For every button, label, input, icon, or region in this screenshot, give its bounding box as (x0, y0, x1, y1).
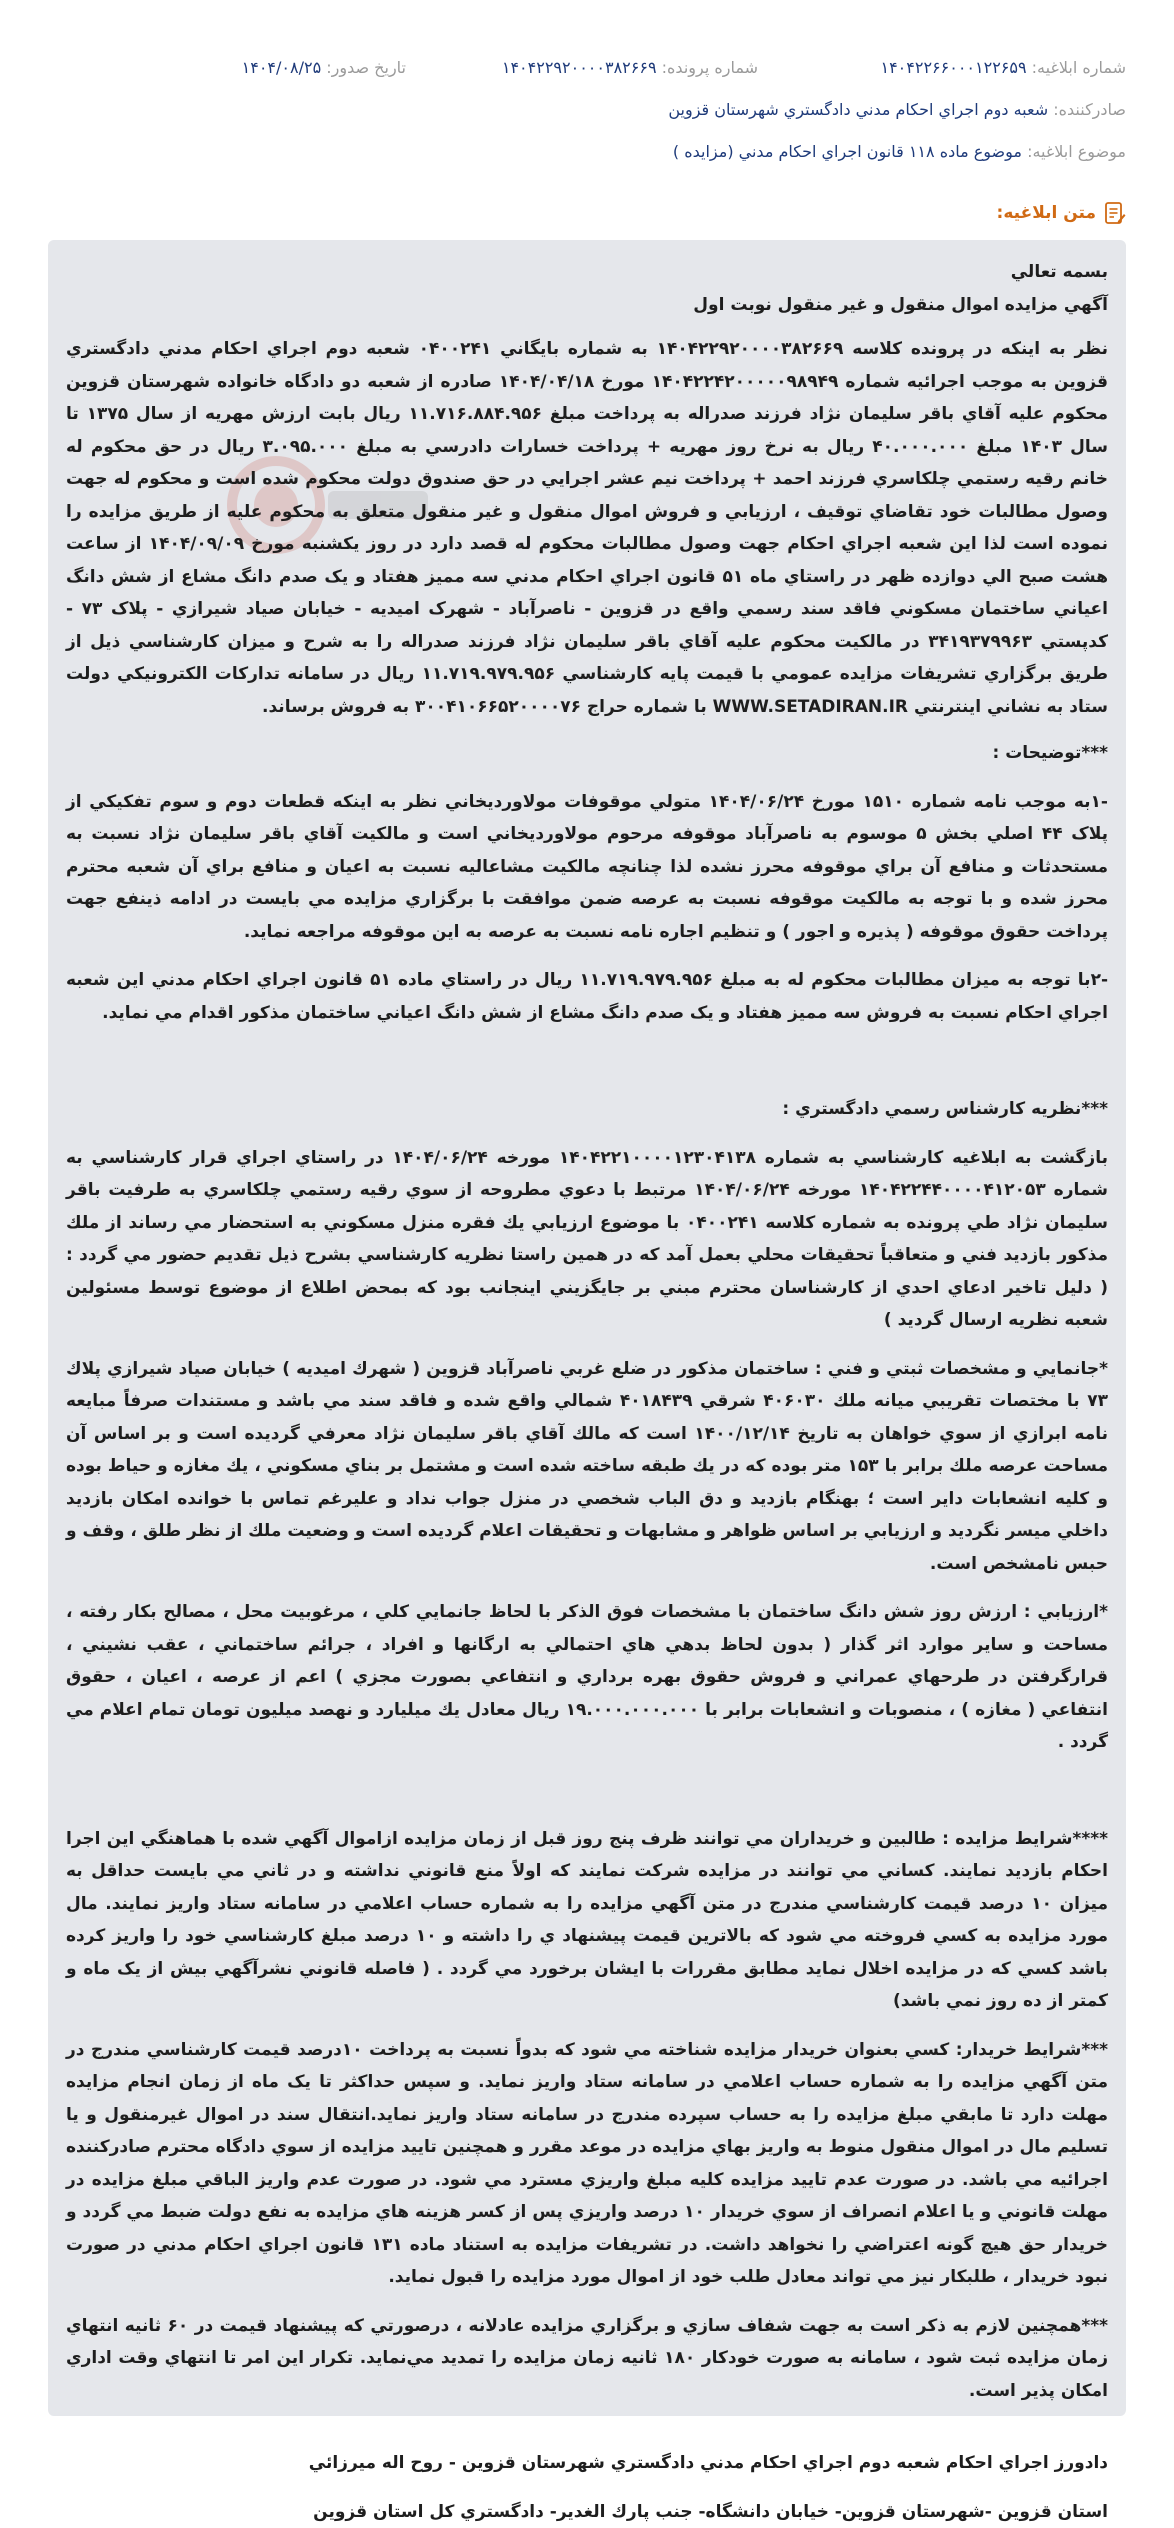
heading-bismillah: بسمه تعالي (66, 256, 1108, 289)
issue-date-field (242, 56, 406, 80)
expert-opinion-title: ***نظريه کارشناس رسمي دادگستري : (66, 1093, 1108, 1126)
notice-text-title: متن ابلاغيه: (997, 203, 1096, 223)
expert-paragraph-2: *جانمايي و مشخصات ثبتي و فني : ساختمان مذکور در ضلع غربي ناصرآباد قزوين ( شهرك اميديه ) خيابان صياد شيرازي پلاك ۷۳ با مختصات تقريبي ميانه ملك ۴۰۶۰۳۰ شرقي ۴۰۱۸۴۳۹ شمالي واقع شده و فاقد سند مي باشد و مستندات صرفاً مبايعه نامه ابرازي از سوي خواهان به تاريخ ۱۴۰۰/۱۲/۱۴ است که مالك آقاي باقر سليمان نژاد معرفي گرديده است و بر اساس آن مساحت عرصه ملك برابر با ۱۵۳ متر بوده که در يك طبقه ساخته شده است و مشتمل بر بناي مسكوني ، يك مغازه و حياط بوده و كليه انشعابات داير است ؛ بهنگام بازديد و دق الباب شخصي در منزل جواب نداد و عليرغم تماس با خوانده امکان بازديد داخلي ميسر نگرديد و ارزيابي بر اساس ظواهر و مشابهات و تحقيقات اعلام گرديده است و وضعيت ملك از نظر طلق ، وقف و حبس نامشخص است. (66, 1353, 1108, 1581)
document-edit-icon (1104, 201, 1126, 225)
notes-title: ***توضيحات : (66, 737, 1108, 770)
notice-text-heading (997, 200, 1126, 226)
case-number-value: ۱۴۰۴۲۲۹۲۰۰۰۰۳۸۲۶۶۹ (502, 58, 657, 77)
heading-auction-title: آگهي مزايده اموال منقول و غير منقول نوبت اول (66, 289, 1108, 322)
notice-number-field (880, 56, 1126, 80)
expert-paragraph-3: *ارزيابي : ارزش روز شش دانگ ساختمان با مشخصات فوق الذکر با لحاظ جانمايي کلي ، مرغوبيت محل ، مصالح بکار رفته ، مساحت و ساير موارد اثر گذار ( بدون لحاظ بدهي هاي احتمالي به ارگانها و افراد ، جرائم ساختماني ، عقب نشيني ، قرارگرفتن در طرحهاي عمراني و فروش حقوق بهره برداري و انتفاعي بصورت مجزي ) اعم از عرصه ، اعيان ، حقوق انتفاعي ( مغازه ) ، منصوبات و انشعابات برابر با ۱۹.۰۰۰.۰۰۰.۰۰۰ ريال معادل يك ميليارد و نهصد ميليون تومان تمام اعلام مي گردد . (66, 1596, 1108, 1759)
note-2: -۲با توجه به ميزان مطالبات محکوم له به مبلغ ۱۱.۷۱۹.۹۷۹.۹۵۶ ريال در راستاي ماده ۵۱ قانون اجراي احکام مدني اين شعبه اجراي احکام نسبت به فروش سه مميز هفتاد و يک صدم دانگ مشاع از شش دانگ اعياني ساختمان مذکور اقدام مي نمايد. (66, 964, 1108, 1029)
issuer-label: صادرکننده: (1053, 100, 1126, 119)
note-1: -۱به موجب نامه شماره ۱۵۱۰ مورخ ۱۴۰۴/۰۶/۲۴ متولي موقوفات مولاورديخاني نظر به اينکه قطعات دوم و سوم تفکيکي از پلاک ۴۴ اصلي بخش ۵ موسوم به ناصرآباد موقوفه مرحوم مولاورديخاني است و مالکيت آقاي باقر سليمان نژاد نسبت به مستحدثات و منافع آن براي موقوفه محرز نشده لذا چنانچه مالکيت مشاعاليه نسبت به اعيان و منافع براي آن شعبه محترم محرز شده و با توجه به مالکيت موقوفه نسبت به عرصه ضمن موافقت با برگزاري مزايده مي بايست در ادامه ذينفع جهت پرداخت حقوق موقوفه ( پذيره و اجور ) و تنظيم اجاره نامه نسبت به عرصه به اين موقوفه مراجعه نمايد. (66, 786, 1108, 949)
subject-field (673, 140, 1126, 164)
paragraph-main: نظر به اينکه در پرونده کلاسه ۱۴۰۴۲۲۹۲۰۰۰۰۳۸۲۶۶۹ به شماره بايگاني ۰۴۰۰۲۴۱ شعبه دوم اجراي احکام مدني دادگستري قزوين به موجب اجرائيه شماره ۱۴۰۴۲۲۴۲۰۰۰۰۰۹۸۹۴۹ مورخ ۱۴۰۴/۰۴/۱۸ صادره از شعبه دو دادگاه خانواده شهرستان قزوين محکوم عليه آقاي باقر سليمان نژاد فرزند صدراله به پرداخت مبلغ ۱۱.۷۱۶.۸۸۴.۹۵۶ ريال بابت ارزش مهريه از سال ۱۳۷۵ تا سال ۱۴۰۳ مبلغ ۴۰.۰۰۰.۰۰۰ ريال به نرخ روز مهريه + پرداخت خسارات دادرسي به مبلغ ۳.۰۹۵.۰۰۰ ريال در حق محکوم له خانم رقيه رستمي چلکاسري فرزند احمد + پرداخت نيم عشر اجرايي در حق صندوق دولت محکوم شده است و محکوم له جهت وصول مطالبات خود تقاضاي توقيف ، ارزيابي و فروش اموال منقول و غير منقول متعلق به محکوم عليه از طريق مزايده را نموده است لذا اين شعبه اجراي احکام جهت وصول مطالبات محکوم له قصد دارد در روز يکشنبه مورخ ۱۴۰۴/۰۹/۰۹ از ساعت هشت صبح الي دوازده ظهر در راستاي ماه ۵۱ قانون اجراي احکام مدني سه مميز هفتاد و يک صدم دانگ مشاع از شش دانگ اعياني ساختمان مسکوني فاقد سند رسمي واقع در قزوين - ناصرآباد - شهرک اميديه - خيابان صياد شيرازي - پلاک ۷۳ - کدپستي ۳۴۱۹۳۷۹۹۶۳ در مالکيت محکوم عليه آقاي باقر سليمان نژاد فرزند صدراله را به شرح و ميزان کارشناسي ذيل از طريق برگزاري تشريفات مزايده عمومي با قيمت پايه کارشناسي ۱۱.۷۱۹.۹۷۹.۹۵۶ ريال در سامانه تدارکات الکترونيکي دولت ستاد به نشاني اينترنتي WWW.SETADIRAN.IR با شماره حراج ۳۰۰۴۱۰۶۶۵۲۰۰۰۰۷۶ به فروش برساند. (66, 333, 1108, 723)
notice-number-label: شماره ابلاغيه: (1032, 58, 1126, 77)
auction-conditions: ****شرايط مزايده : طالبين و خريداران مي توانند ظرف پنج روز قبل از زمان مزايده ازاموال آگهي شده با هماهنگي اين اجرا احکام بازديد نمايند. کساني مي توانند در مزايده شرکت نمايند که اولاً منع قانوني نداشته و در ثاني مي بايست حداقل به ميزان ۱۰ درصد قيمت کارشناسي مندرج در متن آگهي مزايده را به شماره حساب اعلامي در سامانه ستاد واريز نمايند. مال مورد مزايده به کسي فروخته مي شود که بالاترين قيمت پيشنهاد ي را داشته و ۱۰ درصد مبلغ کارشناسي خود را واريز کرده باشد کسي که در مزايده اخلال نمايد مطابق مقررات با ايشان برخورد مي گردد . ( فاصله قانوني نشرآگهي بيش از يک ماه و کمتر از ده روز نمي باشد) (66, 1823, 1108, 2018)
signature-line: دادورز اجراي احکام شعبه دوم اجراي احکام مدني دادگستري شهرستان قزوين - روح اله ميرزائي (66, 2447, 1108, 2480)
address-line: استان قزوين -شهرستان قزوين- خيابان دانشگاه- جنب پارك الغدير- دادگستري كل استان قزوين (66, 2496, 1108, 2528)
issue-date-label: تاريخ صدور: (326, 58, 406, 77)
notice-body-content (66, 256, 1108, 2528)
extension-note: ***همچنين لازم به ذکر است به جهت شفاف سازي و برگزاري مزايده عادلانه ، درصورتي که پيشنهاد قيمت در ۶۰ ثانيه انتهاي زمان مزايده ثبت شود ، سامانه به صورت خودکار ۱۸۰ ثانيه زمان مزايده را تمديد مي‌نمايد. تکرار اين امر تا انتهاي وقت اداري امکان پذير است. (66, 2310, 1108, 2408)
buyer-conditions: ***شرايط خريدار: کسي بعنوان خريدار مزايده شناخته مي شود که بدواً نسبت به پرداخت ۱۰درصد قيمت کارشناسي مندرج در متن آگهي مزايده را به شماره حساب اعلامي در سامانه ستاد واريز نمايد. و سپس حداکثر تا يک ماه از زمان انجام مزايده مهلت دارد تا مابقي مبلغ مزايده را به حساب سپرده مندرج در سامانه ستاد واريز نمايد.انتقال سند در اموال غيرمنقول و يا تسليم مال در اموال منقول منوط به واريز بهاي مزايده در موعد مقرر و همچنين تاييد مزايده از سوي دادگاه محترم صادرکننده اجرائيه مي باشد. در صورت عدم تاييد مزايده کليه مبلغ واريزي مسترد مي شود. در صورت عدم واريز الباقي مبلغ مزايده در مهلت قانوني و يا اعلام انصراف از سوي خريدار ۱۰ درصد واريزي پس از کسر هزينه هاي مزايده به نفع دولت ضبط مي گردد و خريدار حق هيچ گونه اعتراضي را نخواهد داشت. در تشريفات مزايده به استناد ماده ۱۳۱ قانون اجراي احکام مدني در صورت نبود خريدار ، طلبکار نيز مي تواند معادل طلب خود از اموال مورد مزايده را قبول نمايد. (66, 2034, 1108, 2294)
case-number-label: شماره پرونده: (662, 58, 758, 77)
issuer-value: شعبه دوم اجراي احکام مدني دادگستري شهرستان قزوين (668, 100, 1048, 119)
expert-paragraph-1: بازگشت به ابلاغيه کارشناسي به شماره ۱۴۰۴۲۲۱۰۰۰۰۱۲۳۰۴۱۳۸ مورخه ۱۴۰۴/۰۶/۲۴ در راستاي اجراي قرار کارشناسي به شماره ۱۴۰۴۲۲۴۴۰۰۰۰۴۱۲۰۵۳ مورخه ۱۴۰۴/۰۶/۲۴ مرتبط با دعوي مطروحه از سوي رقيه رستمي چلکاسري به طرفيت باقر سليمان نژاد طي پرونده به شماره کلاسه ۰۴۰۰۲۴۱ با موضوع ارزيابي يك فقره منزل مسکوني به استحضار مي رساند از ملك مذكور بازديد فني و متعاقباً تحقيقات محلي بعمل آمد که در همين راستا نظريه کارشناسي بشرح ذيل تقديم حضور مي گردد : ( دليل تاخير ادعاي احدي از کارشناسان محترم مبني بر جايگزيني اينجانب بود که بمحض اطلاع از موضوع توسط مسئولين شعبه نظريه ارسال گرديد ) (66, 1142, 1108, 1337)
subject-label: موضوع ابلاغيه: (1027, 142, 1126, 161)
notice-number-value: ۱۴۰۴۲۲۶۶۰۰۰۱۲۲۶۵۹ (880, 58, 1026, 77)
issue-date-value: ۱۴۰۴/۰۸/۲۵ (242, 58, 322, 77)
case-number-field (502, 56, 758, 80)
issuer-field (668, 98, 1126, 122)
subject-value: موضوع ماده ۱۱۸ قانون اجراي احکام مدني (مزايده ) (673, 142, 1022, 161)
notice-body-panel (48, 240, 1126, 2416)
